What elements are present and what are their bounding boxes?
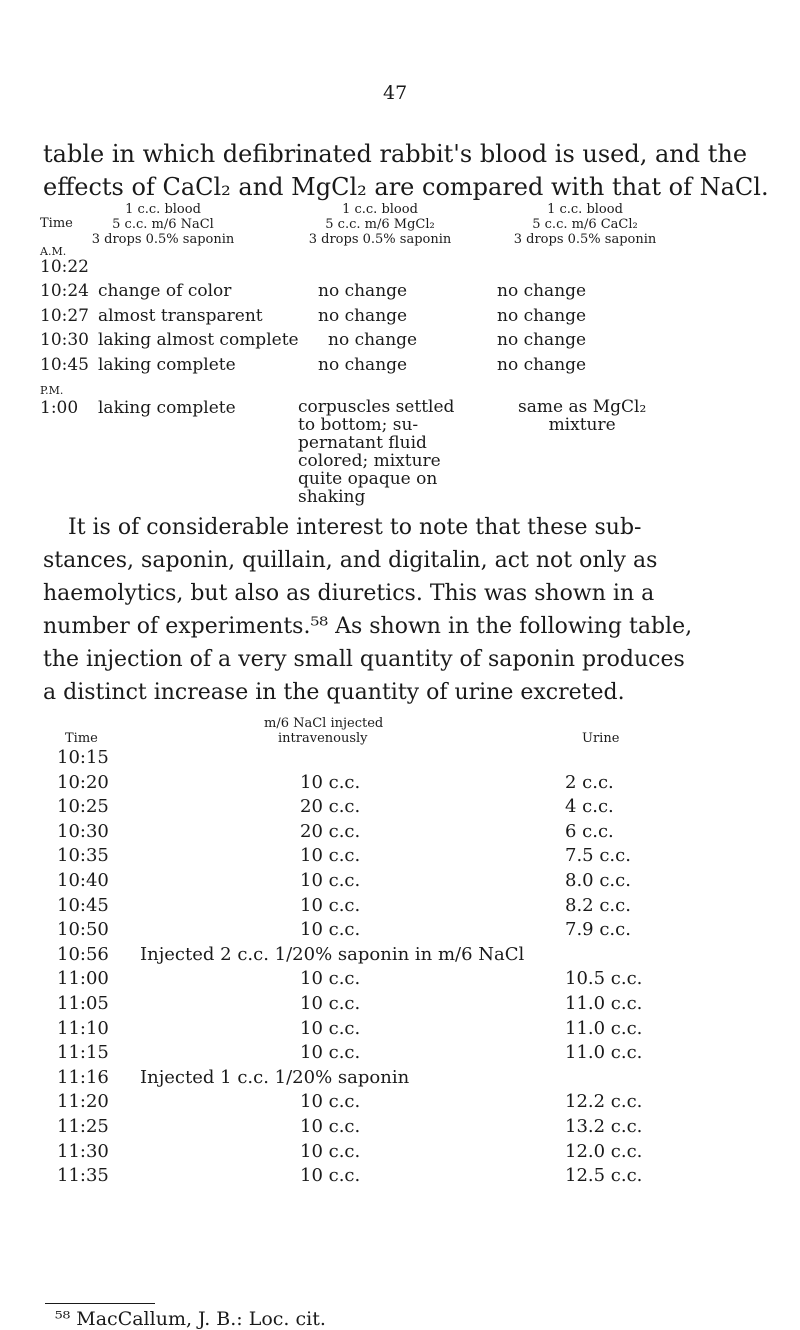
body-line: It is of considerable interest to note that these sub- xyxy=(68,515,642,540)
t2-injected: 10 c.c. xyxy=(300,1042,361,1063)
footnote: ⁵⁸ MacCallum, J. B.: Loc. cit. xyxy=(55,1308,326,1330)
body-paragraph xyxy=(43,511,765,709)
t1-col1-header: 1 c.c. blood 5 c.c. m/6 NaCl 3 drops 0.5% saponin xyxy=(91,202,235,247)
t2-injected: 10 c.c. xyxy=(300,1141,361,1162)
t1-cell: no change xyxy=(328,330,418,350)
t2-time-header: Time xyxy=(65,731,98,746)
t1-cell: laking complete xyxy=(98,355,236,375)
t1-time: 10:22 xyxy=(40,257,89,277)
t1-am-label: A.M. xyxy=(40,245,67,258)
t2-urine: 11.0 c.c. xyxy=(565,1018,643,1039)
t2-urine: 8.2 c.c. xyxy=(565,895,631,916)
t2-injected: 10 c.c. xyxy=(300,1018,361,1039)
t2-time: 11:25 xyxy=(57,1116,109,1137)
t2-injected: 20 c.c. xyxy=(300,821,361,842)
t1-time: 10:45 xyxy=(40,355,89,375)
t1-cell-multiline: corpuscles settled to bottom; su- pernatant fluid colored; mixture quite opaque on shaking xyxy=(298,397,455,507)
t2-injected: 10 c.c. xyxy=(300,870,361,891)
t1-cell: no change xyxy=(318,355,408,375)
t1-cell: laking complete xyxy=(98,398,236,418)
t2-injected-header-1: m/6 NaCl injected xyxy=(264,716,384,731)
body-line: stances, saponin, quillain, and digitalin, act not only as xyxy=(43,548,658,573)
t1-time: 10:24 xyxy=(40,281,89,301)
t2-urine: 10.5 c.c. xyxy=(565,968,643,989)
intro-paragraph xyxy=(43,138,769,204)
body-line: a distinct increase in the quantity of urine excreted. xyxy=(43,680,625,705)
t2-time: 10:20 xyxy=(57,772,109,793)
body-line: number of experiments.⁵⁸ As shown in the following table, xyxy=(43,614,693,639)
t2-injected: 10 c.c. xyxy=(300,1165,361,1186)
t2-time: 10:40 xyxy=(57,870,109,891)
t1-cell: no change xyxy=(497,281,587,301)
t1-cell: no change xyxy=(318,281,408,301)
t2-injected: 10 c.c. xyxy=(300,772,361,793)
t2-urine-header: Urine xyxy=(582,731,620,746)
intro-line: table in which defibrinated rabbit's blood is used, and the xyxy=(43,140,748,168)
t2-time: 10:25 xyxy=(57,796,109,817)
t2-urine: 8.0 c.c. xyxy=(565,870,631,891)
t2-time: 11:05 xyxy=(57,993,109,1014)
t2-time: 10:15 xyxy=(57,747,109,768)
t2-time: 11:00 xyxy=(57,968,109,989)
t2-urine: 11.0 c.c. xyxy=(565,993,643,1014)
t2-injection-note: Injected 2 c.c. 1/20% saponin in m/6 NaCl xyxy=(140,944,525,965)
intro-line: effects of CaCl₂ and MgCl₂ are compared with that of NaCl. xyxy=(43,173,769,201)
body-line: the injection of a very small quantity of saponin produces xyxy=(43,647,685,672)
t2-injection-note: Injected 1 c.c. 1/20% saponin xyxy=(140,1067,410,1088)
t2-injected-header-2: intravenously xyxy=(278,731,368,746)
t1-col2-header: 1 c.c. blood 5 c.c. m/6 MgCl₂ 3 drops 0.5% saponin xyxy=(308,202,452,247)
t1-cell: change of color xyxy=(98,281,232,301)
t2-time: 11:15 xyxy=(57,1042,109,1063)
t1-cell: no change xyxy=(497,330,587,350)
t2-time: 10:56 xyxy=(57,944,109,965)
t2-time: 11:30 xyxy=(57,1141,109,1162)
t2-injected: 10 c.c. xyxy=(300,993,361,1014)
t2-urine: 7.9 c.c. xyxy=(565,919,631,940)
t1-cell: almost transparent xyxy=(98,306,263,326)
t2-urine: 12.2 c.c. xyxy=(565,1091,643,1112)
t1-time: 10:27 xyxy=(40,306,89,326)
t1-time-header: Time xyxy=(40,216,73,231)
t2-time: 11:16 xyxy=(57,1067,109,1088)
t2-time: 11:35 xyxy=(57,1165,109,1186)
t2-urine: 12.5 c.c. xyxy=(565,1165,643,1186)
t2-time: 11:10 xyxy=(57,1018,109,1039)
t1-time: 1:00 xyxy=(40,398,79,418)
t2-urine: 2 c.c. xyxy=(565,772,614,793)
t2-urine: 4 c.c. xyxy=(565,796,614,817)
footnote-rule xyxy=(45,1303,155,1304)
t2-time: 10:35 xyxy=(57,845,109,866)
t2-time: 10:50 xyxy=(57,919,109,940)
t1-cell: no change xyxy=(318,306,408,326)
t2-time: 10:30 xyxy=(57,821,109,842)
page-number: 47 xyxy=(383,82,408,104)
t2-injected: 10 c.c. xyxy=(300,919,361,940)
t2-injected: 10 c.c. xyxy=(300,1091,361,1112)
t1-cell: no change xyxy=(497,355,587,375)
t1-cell: no change xyxy=(497,306,587,326)
t1-pm-label: P.M. xyxy=(40,384,64,397)
t2-urine: 12.0 c.c. xyxy=(565,1141,643,1162)
t1-col3-header: 1 c.c. blood 5 c.c. m/6 CaCl₂ 3 drops 0.5% saponin xyxy=(513,202,657,247)
t2-injected: 20 c.c. xyxy=(300,796,361,817)
t2-injected: 10 c.c. xyxy=(300,1116,361,1137)
t2-urine: 11.0 c.c. xyxy=(565,1042,643,1063)
t2-urine: 13.2 c.c. xyxy=(565,1116,643,1137)
t2-time: 11:20 xyxy=(57,1091,109,1112)
t2-injected: 10 c.c. xyxy=(300,895,361,916)
t2-time: 10:45 xyxy=(57,895,109,916)
t1-cell-multiline: same as MgCl₂ mixture xyxy=(518,397,647,435)
t1-cell: laking almost complete xyxy=(98,330,299,350)
t2-injected: 10 c.c. xyxy=(300,968,361,989)
body-line: haemolytics, but also as diuretics. This was shown in a xyxy=(43,581,655,606)
t2-injected: 10 c.c. xyxy=(300,845,361,866)
t2-urine: 7.5 c.c. xyxy=(565,845,631,866)
t1-time: 10:30 xyxy=(40,330,89,350)
t2-urine: 6 c.c. xyxy=(565,821,614,842)
